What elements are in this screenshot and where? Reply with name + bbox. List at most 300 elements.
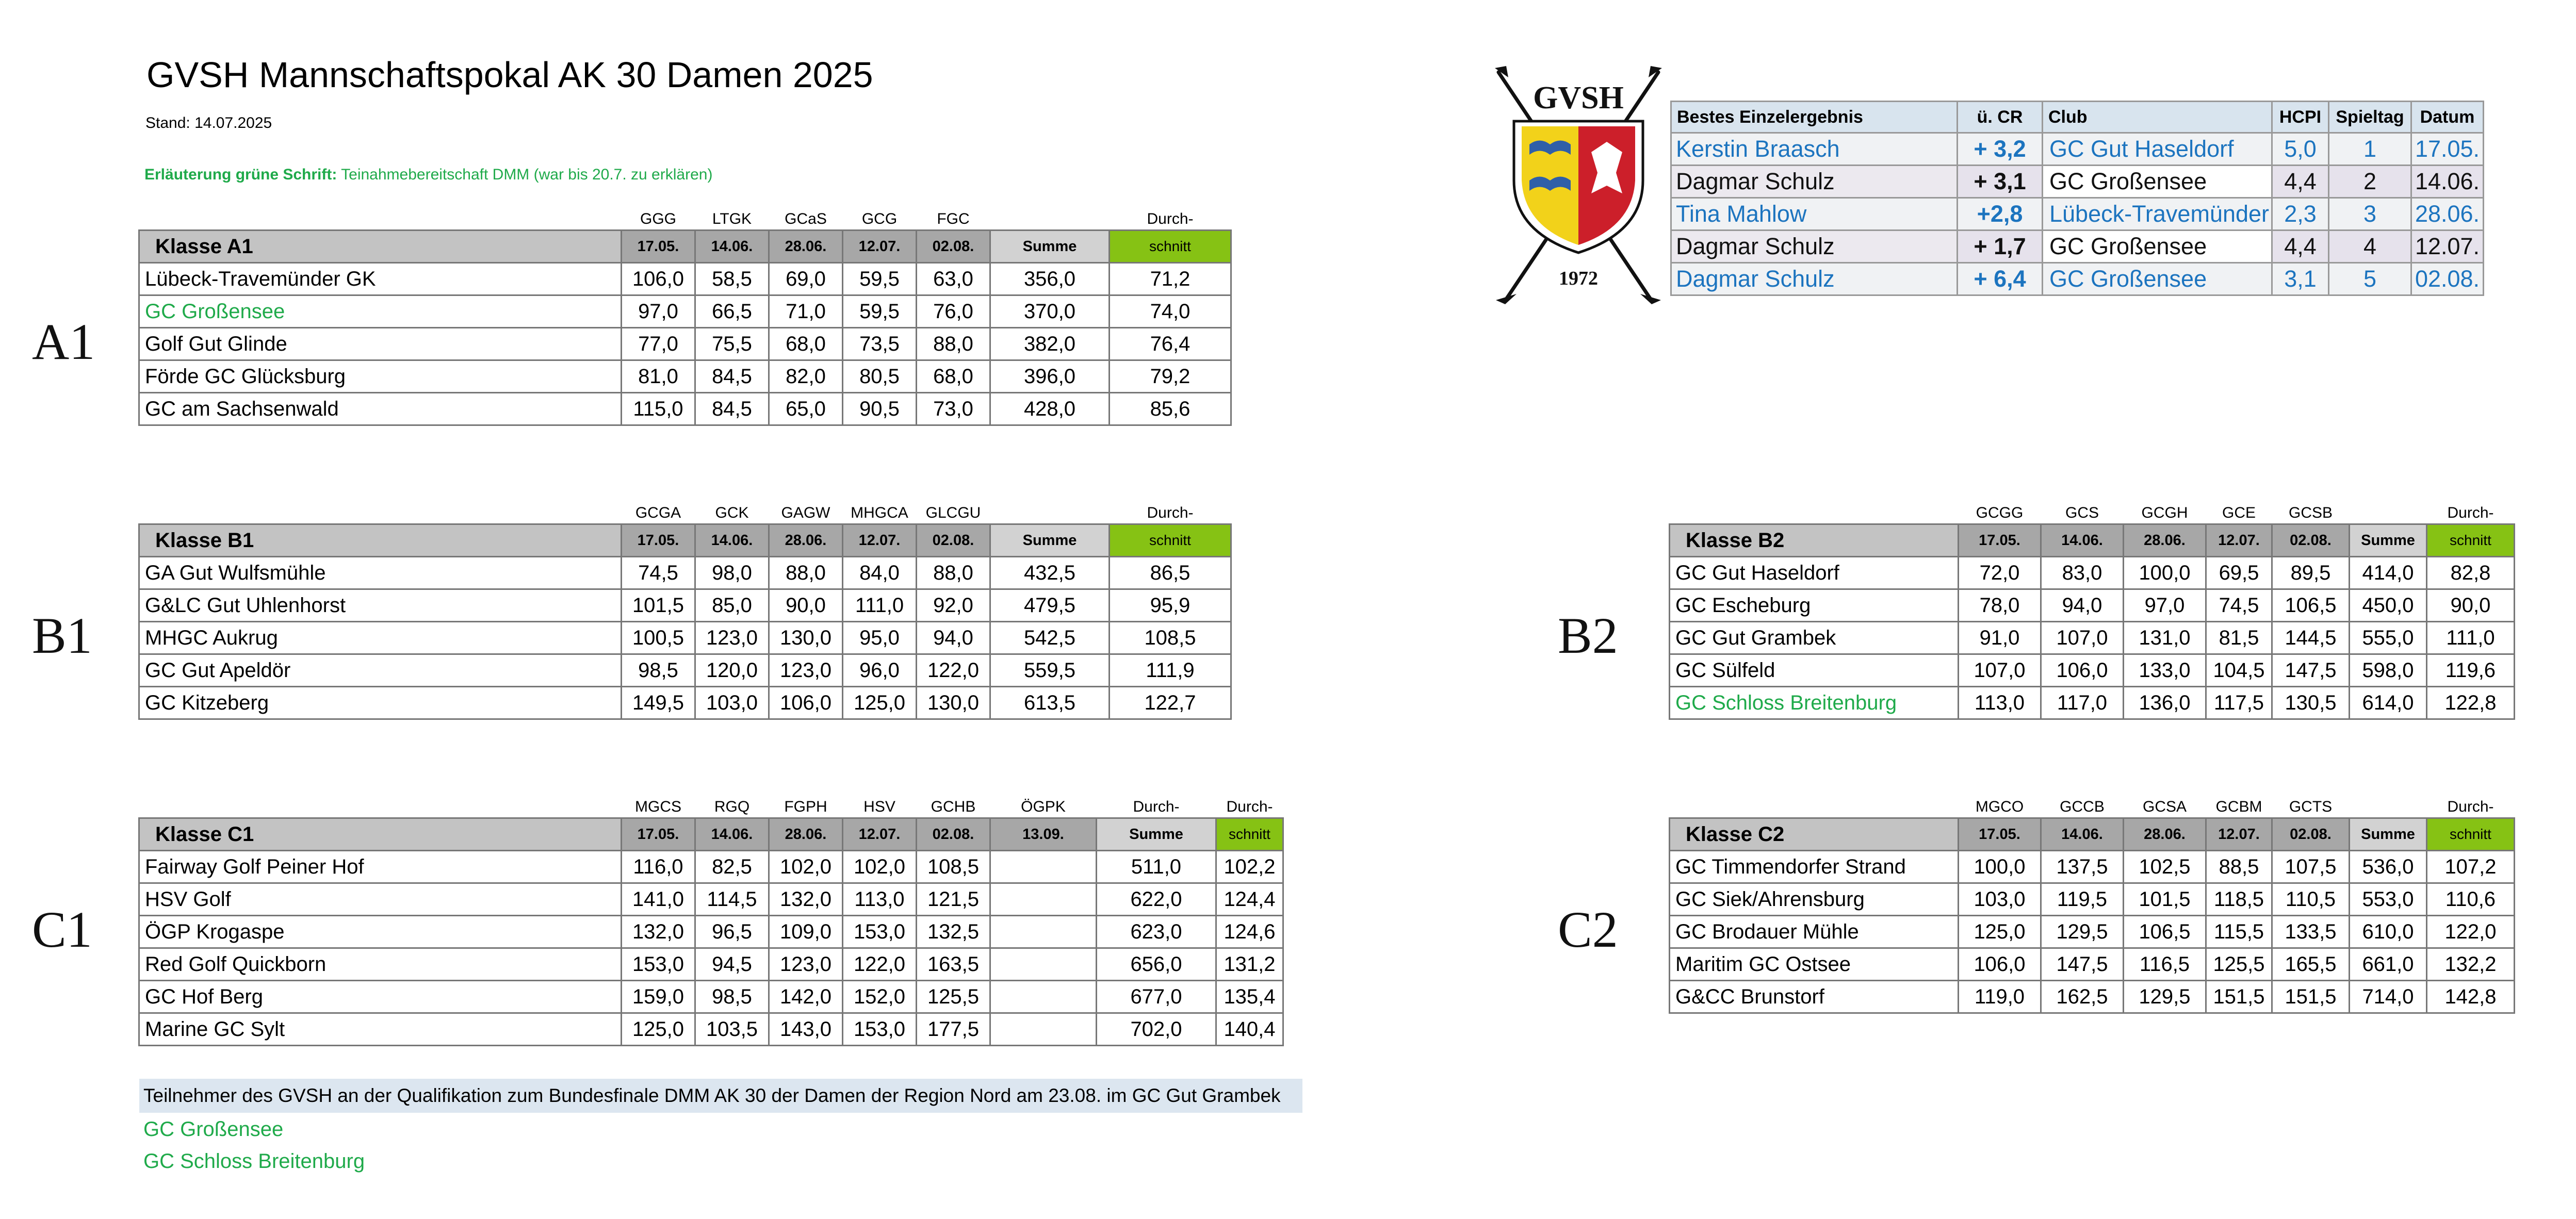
score-cell: 555,0: [2350, 622, 2427, 654]
club-name: G&LC Gut Uhlenhorst: [139, 589, 622, 622]
score-cell: 151,5: [2206, 981, 2272, 1013]
score-cell: 106,0: [622, 263, 695, 295]
table-klasse-b2: [1669, 503, 2515, 720]
score-cell: 123,0: [769, 654, 843, 687]
header-date-cell: 17.05.: [1959, 818, 2041, 851]
best-datum: 14.06.: [2411, 166, 2484, 198]
score-cell: 91,0: [1959, 622, 2041, 654]
score-cell: 89,5: [2272, 557, 2350, 589]
score-cell: 66,5: [695, 295, 769, 328]
club-name: GC Gut Grambek: [1670, 622, 1959, 654]
best-header-club: Club: [2043, 102, 2272, 133]
host-club-code: HSV: [863, 798, 895, 815]
score-cell: 81,5: [2206, 622, 2272, 654]
best-cr: +2,8: [1958, 198, 2043, 230]
score-cell: 90,0: [769, 589, 843, 622]
club-name: GC Schloss Breitenburg: [1670, 687, 1959, 719]
score-cell: 106,5: [2272, 589, 2350, 622]
club-name: Golf Gut Glinde: [139, 328, 622, 360]
club-name: ÖGP Krogaspe: [139, 916, 622, 948]
club-name: Fairway Golf Peiner Hof: [139, 851, 622, 883]
header-date-cell: 12.07.: [843, 524, 917, 557]
score-cell: 77,0: [622, 328, 695, 360]
header-date-cell: 12.07.: [843, 818, 917, 851]
score-cell: 74,0: [1110, 295, 1231, 328]
best-row: [1671, 133, 2484, 166]
table-klasse-c1: [138, 797, 1284, 1046]
score-cell: 125,0: [843, 687, 917, 719]
club-code-row: [1670, 797, 2515, 818]
header-date-cell: Summe: [2350, 818, 2427, 851]
table-row: [139, 687, 1231, 719]
club-name: GC Gut Apeldör: [139, 654, 622, 687]
table-row: [139, 851, 1283, 883]
club-name: MHGC Aukrug: [139, 622, 622, 654]
score-cell: 115,5: [2206, 916, 2272, 948]
best-name: Dagmar Schulz: [1671, 166, 1958, 198]
score-cell: 123,0: [695, 622, 769, 654]
score-cell: 610,0: [2350, 916, 2427, 948]
score-cell: 68,0: [769, 328, 843, 360]
score-cell: 132,2: [2427, 948, 2515, 981]
qualification-note: Teilnehmer des GVSH an der Qualifikation zum Bundesfinale DMM AK 30 der Damen der Region Nord am 23.08. im GC Gut Grambek: [139, 1079, 1302, 1113]
score-cell: 130,0: [917, 687, 990, 719]
score-cell: 124,6: [1216, 916, 1283, 948]
best-name: Dagmar Schulz: [1671, 263, 1958, 295]
host-club-code: GCG: [861, 210, 898, 227]
host-club-code: Durch-: [1133, 798, 1180, 815]
klasse-title-b2: Klasse B2: [1670, 524, 1959, 557]
header-date-cell: 14.06.: [695, 230, 769, 263]
score-cell: 140,4: [1216, 1013, 1283, 1046]
score-cell: 122,0: [917, 654, 990, 687]
best-name: Kerstin Braasch: [1671, 133, 1958, 166]
score-cell: 82,8: [2427, 557, 2515, 589]
score-cell: 107,0: [1959, 654, 2041, 687]
header-date-cell: Summe: [990, 524, 1110, 557]
score-cell: 81,0: [622, 360, 695, 393]
host-club-code: GCS: [2065, 504, 2099, 521]
header-date-cell: 14.06.: [2041, 524, 2124, 557]
score-cell: 133,5: [2272, 916, 2350, 948]
best-datum: 28.06.: [2411, 198, 2484, 230]
best-name: Tina Mahlow: [1671, 198, 1958, 230]
score-cell: 613,5: [990, 687, 1110, 719]
table-row: [139, 589, 1231, 622]
score-cell: 106,0: [2041, 654, 2124, 687]
score-cell: 122,8: [2427, 687, 2515, 719]
table-row: [1670, 981, 2515, 1013]
green-text-note-text: Teinahmebereitschaft DMM (war bis 20.7. zu erklären): [337, 166, 713, 183]
green-text-note-label: Erläuterung grüne Schrift:: [144, 166, 337, 183]
score-cell: 59,5: [843, 295, 917, 328]
gvsh-logo-icon: [1486, 62, 1671, 309]
code-spacer: [1670, 797, 1959, 818]
header-date-cell: 28.06.: [769, 818, 843, 851]
score-cell: 84,0: [843, 557, 917, 589]
score-cell: 96,5: [695, 916, 769, 948]
host-club-code: GLCGU: [925, 504, 981, 521]
score-cell: [990, 851, 1097, 883]
host-club-code: FGC: [937, 210, 970, 227]
score-cell: 144,5: [2272, 622, 2350, 654]
host-club-code: GCBM: [2215, 798, 2262, 815]
score-cell: 656,0: [1097, 948, 1216, 981]
group-label-b1: B1: [32, 607, 92, 664]
score-cell: 119,6: [2427, 654, 2515, 687]
club-name: Förde GC Glücksburg: [139, 360, 622, 393]
score-cell: 76,4: [1110, 328, 1231, 360]
host-club-code: [990, 503, 1110, 524]
score-cell: 108,5: [1110, 622, 1231, 654]
host-club-code: MGCS: [635, 798, 681, 815]
score-cell: 677,0: [1097, 981, 1216, 1013]
score-cell: 122,0: [2427, 916, 2515, 948]
best-hcpi: 3,1: [2272, 263, 2329, 295]
best-datum: 02.08.: [2411, 263, 2484, 295]
table-klasse-b1: [138, 503, 1232, 720]
host-club-code: [990, 209, 1110, 230]
best-header-name: Bestes Einzelergebnis: [1671, 102, 1958, 133]
club-name: Lübeck-Travemünder GK: [139, 263, 622, 295]
header-date-cell: 02.08.: [2272, 818, 2350, 851]
header-date-cell: schnitt: [1110, 524, 1231, 557]
klasse-title-c2: Klasse C2: [1670, 818, 1959, 851]
score-cell: [990, 916, 1097, 948]
club-name: GC Brodauer Mühle: [1670, 916, 1959, 948]
score-cell: 396,0: [990, 360, 1110, 393]
table-row: [139, 557, 1231, 589]
table-row: [139, 295, 1231, 328]
best-spieltag: 2: [2329, 166, 2411, 198]
header-date-cell: schnitt: [2427, 818, 2515, 851]
best-header-cr: ü. CR: [1958, 102, 2043, 133]
score-cell: 450,0: [2350, 589, 2427, 622]
score-cell: 131,2: [1216, 948, 1283, 981]
best-header-row: [1671, 102, 2484, 133]
score-cell: 428,0: [990, 393, 1110, 425]
header-date-cell: Summe: [2350, 524, 2427, 557]
score-cell: 109,0: [769, 916, 843, 948]
score-cell: 88,0: [769, 557, 843, 589]
club-name: G&CC Brunstorf: [1670, 981, 1959, 1013]
score-cell: 123,0: [769, 948, 843, 981]
score-cell: 102,5: [2124, 851, 2206, 883]
score-cell: 702,0: [1097, 1013, 1216, 1046]
host-club-code: [2350, 503, 2427, 524]
host-club-code: GCTS: [2289, 798, 2333, 815]
club-name: GC Gut Haseldorf: [1670, 557, 1959, 589]
best-club: Lübeck-Travemünder: [2043, 198, 2272, 230]
score-cell: 108,5: [917, 851, 990, 883]
score-cell: 130,0: [769, 622, 843, 654]
score-cell: 153,0: [843, 916, 917, 948]
score-cell: 71,0: [769, 295, 843, 328]
score-cell: 162,5: [2041, 981, 2124, 1013]
best-club: GC Großensee: [2043, 263, 2272, 295]
score-cell: 97,0: [622, 295, 695, 328]
header-date-cell: 02.08.: [2272, 524, 2350, 557]
score-cell: 110,6: [2427, 883, 2515, 916]
score-cell: 79,2: [1110, 360, 1231, 393]
score-cell: 536,0: [2350, 851, 2427, 883]
best-hcpi: 5,0: [2272, 133, 2329, 166]
table-klasse-c2: [1669, 797, 2515, 1014]
best-club: GC Großensee: [2043, 166, 2272, 198]
header-date-cell: 17.05.: [622, 818, 695, 851]
header-date-cell: 02.08.: [917, 230, 990, 263]
score-cell: 82,5: [695, 851, 769, 883]
host-club-code: GCaS: [785, 210, 827, 227]
score-cell: 80,5: [843, 360, 917, 393]
score-cell: 106,5: [2124, 916, 2206, 948]
score-cell: 86,5: [1110, 557, 1231, 589]
header-row: [139, 818, 1283, 851]
table-row: [1670, 916, 2515, 948]
best-cr: + 6,4: [1958, 263, 2043, 295]
score-cell: 90,5: [843, 393, 917, 425]
host-club-code: Durch-: [1226, 798, 1273, 815]
score-cell: 74,5: [622, 557, 695, 589]
best-header-spieltag: Spieltag: [2329, 102, 2411, 133]
header-date-cell: 02.08.: [917, 818, 990, 851]
host-club-code: GCCB: [2060, 798, 2105, 815]
host-club-code: GCGG: [1976, 504, 2024, 521]
best-cr: + 1,7: [1958, 230, 2043, 263]
host-club-code: Durch-: [1147, 504, 1194, 521]
score-cell: 85,0: [695, 589, 769, 622]
score-cell: 104,5: [2206, 654, 2272, 687]
score-cell: [990, 948, 1097, 981]
host-club-code: MHGCA: [851, 504, 908, 521]
score-cell: 94,0: [2041, 589, 2124, 622]
table-row: [1670, 687, 2515, 719]
score-cell: 125,0: [1959, 916, 2041, 948]
header-date-cell: schnitt: [1110, 230, 1231, 263]
score-cell: 133,0: [2124, 654, 2206, 687]
table-row: [139, 622, 1231, 654]
header-date-cell: 28.06.: [769, 230, 843, 263]
score-cell: 117,5: [2206, 687, 2272, 719]
table-row: [139, 883, 1283, 916]
group-label-b2: B2: [1558, 607, 1618, 664]
header-date-cell: Summe: [990, 230, 1110, 263]
score-cell: 88,0: [917, 557, 990, 589]
score-cell: 135,4: [1216, 981, 1283, 1013]
score-cell: 147,5: [2041, 948, 2124, 981]
score-cell: 107,5: [2272, 851, 2350, 883]
best-club: GC Großensee: [2043, 230, 2272, 263]
code-spacer: [139, 503, 622, 524]
club-name: Marine GC Sylt: [139, 1013, 622, 1046]
score-cell: 151,5: [2272, 981, 2350, 1013]
score-cell: 132,0: [622, 916, 695, 948]
club-name: Red Golf Quickborn: [139, 948, 622, 981]
score-cell: 100,5: [622, 622, 695, 654]
host-club-code: ÖGPK: [1021, 798, 1066, 815]
club-name: GC Sülfeld: [1670, 654, 1959, 687]
header-date-cell: 17.05.: [622, 230, 695, 263]
best-cr: + 3,1: [1958, 166, 2043, 198]
score-cell: 116,5: [2124, 948, 2206, 981]
score-cell: 125,0: [622, 1013, 695, 1046]
score-cell: 98,5: [622, 654, 695, 687]
best-header-hcpi: HCPI: [2272, 102, 2329, 133]
header-date-cell: 28.06.: [2124, 524, 2206, 557]
score-cell: 82,0: [769, 360, 843, 393]
table-row: [1670, 589, 2515, 622]
best-row: [1671, 230, 2484, 263]
score-cell: 101,5: [2124, 883, 2206, 916]
score-cell: 100,0: [1959, 851, 2041, 883]
score-cell: 622,0: [1097, 883, 1216, 916]
table-row: [139, 263, 1231, 295]
best-datum: 12.07.: [2411, 230, 2484, 263]
green-text-note: [144, 166, 712, 184]
score-cell: 121,5: [917, 883, 990, 916]
score-cell: 71,2: [1110, 263, 1231, 295]
host-club-code: GCGA: [635, 504, 681, 521]
score-cell: 370,0: [990, 295, 1110, 328]
score-cell: 119,5: [2041, 883, 2124, 916]
score-cell: 122,7: [1110, 687, 1231, 719]
header-date-cell: 12.07.: [843, 230, 917, 263]
table-row: [1670, 557, 2515, 589]
club-name: GC Kitzeberg: [139, 687, 622, 719]
score-cell: 163,5: [917, 948, 990, 981]
best-spieltag: 4: [2329, 230, 2411, 263]
score-cell: 131,0: [2124, 622, 2206, 654]
score-cell: 115,0: [622, 393, 695, 425]
score-cell: 125,5: [2206, 948, 2272, 981]
score-cell: 142,0: [769, 981, 843, 1013]
table-row: [1670, 948, 2515, 981]
group-label-a1: A1: [32, 313, 95, 370]
code-spacer: [139, 797, 622, 818]
score-cell: 73,0: [917, 393, 990, 425]
score-cell: 65,0: [769, 393, 843, 425]
score-cell: 97,0: [2124, 589, 2206, 622]
header-date-cell: 02.08.: [917, 524, 990, 557]
table-row: [139, 1013, 1283, 1046]
score-cell: 119,0: [1959, 981, 2041, 1013]
score-cell: 78,0: [1959, 589, 2041, 622]
header-date-cell: Summe: [1097, 818, 1216, 851]
score-cell: 598,0: [2350, 654, 2427, 687]
score-cell: 542,5: [990, 622, 1110, 654]
best-name: Dagmar Schulz: [1671, 230, 1958, 263]
table-row: [139, 328, 1231, 360]
club-name: GA Gut Wulfsmühle: [139, 557, 622, 589]
table-row: [1670, 883, 2515, 916]
table-row: [1670, 654, 2515, 687]
score-cell: 165,5: [2272, 948, 2350, 981]
score-cell: 100,0: [2124, 557, 2206, 589]
klasse-title-b1: Klasse B1: [139, 524, 622, 557]
score-cell: 103,0: [695, 687, 769, 719]
score-cell: [990, 883, 1097, 916]
club-code-row: [139, 797, 1283, 818]
score-cell: 88,5: [2206, 851, 2272, 883]
score-cell: 143,0: [769, 1013, 843, 1046]
score-cell: 559,5: [990, 654, 1110, 687]
club-name: GC Escheburg: [1670, 589, 1959, 622]
score-cell: 103,5: [695, 1013, 769, 1046]
score-cell: 111,0: [2427, 622, 2515, 654]
header-row: [1670, 818, 2515, 851]
score-cell: 614,0: [2350, 687, 2427, 719]
score-cell: 106,0: [769, 687, 843, 719]
score-cell: 116,0: [622, 851, 695, 883]
score-cell: 111,9: [1110, 654, 1231, 687]
table-row: [1670, 622, 2515, 654]
code-spacer: [139, 209, 622, 230]
score-cell: 98,0: [695, 557, 769, 589]
score-cell: 107,2: [2427, 851, 2515, 883]
code-spacer: [1670, 503, 1959, 524]
host-club-code: RGQ: [714, 798, 750, 815]
host-club-code: GGG: [640, 210, 676, 227]
score-cell: 714,0: [2350, 981, 2427, 1013]
table-klasse-a1: [138, 209, 1232, 426]
table-row: [139, 948, 1283, 981]
score-cell: 75,5: [695, 328, 769, 360]
host-club-code: MGCO: [1975, 798, 2024, 815]
score-cell: 141,0: [622, 883, 695, 916]
header-date-cell: 12.07.: [2206, 818, 2272, 851]
group-label-c2: C2: [1558, 901, 1618, 958]
header-date-cell: 17.05.: [622, 524, 695, 557]
club-code-row: [1670, 503, 2515, 524]
score-cell: 106,0: [1959, 948, 2041, 981]
score-cell: 142,8: [2427, 981, 2515, 1013]
score-cell: 90,0: [2427, 589, 2515, 622]
qualified-club: GC Schloss Breitenburg: [143, 1150, 365, 1173]
club-name: GC Timmendorfer Strand: [1670, 851, 1959, 883]
logo-year: 1972: [1559, 268, 1598, 289]
best-cr: + 3,2: [1958, 133, 2043, 166]
club-name: Maritim GC Ostsee: [1670, 948, 1959, 981]
score-cell: 132,5: [917, 916, 990, 948]
score-cell: 113,0: [1959, 687, 2041, 719]
club-name: GC Siek/Ahrensburg: [1670, 883, 1959, 916]
club-code-row: [139, 209, 1231, 230]
score-cell: 73,5: [843, 328, 917, 360]
host-club-code: GCE: [2222, 504, 2256, 521]
score-cell: 94,5: [695, 948, 769, 981]
club-code-row: [139, 503, 1231, 524]
score-cell: 98,5: [695, 981, 769, 1013]
score-cell: 83,0: [2041, 557, 2124, 589]
score-cell: [990, 1013, 1097, 1046]
score-cell: 129,5: [2041, 916, 2124, 948]
header-date-cell: 28.06.: [769, 524, 843, 557]
score-cell: 110,5: [2272, 883, 2350, 916]
club-name: GC Großensee: [139, 295, 622, 328]
score-cell: 59,5: [843, 263, 917, 295]
best-row: [1671, 166, 2484, 198]
best-header-datum: Datum: [2411, 102, 2484, 133]
best-club: GC Gut Haseldorf: [2043, 133, 2272, 166]
score-cell: 95,9: [1110, 589, 1231, 622]
host-club-code: LTGK: [712, 210, 752, 227]
score-cell: 103,0: [1959, 883, 2041, 916]
score-cell: 74,5: [2206, 589, 2272, 622]
page-title: GVSH Mannschaftspokal AK 30 Damen 2025: [146, 55, 873, 95]
header-date-cell: 13.09.: [990, 818, 1097, 851]
score-cell: 356,0: [990, 263, 1110, 295]
best-row: [1671, 198, 2484, 230]
